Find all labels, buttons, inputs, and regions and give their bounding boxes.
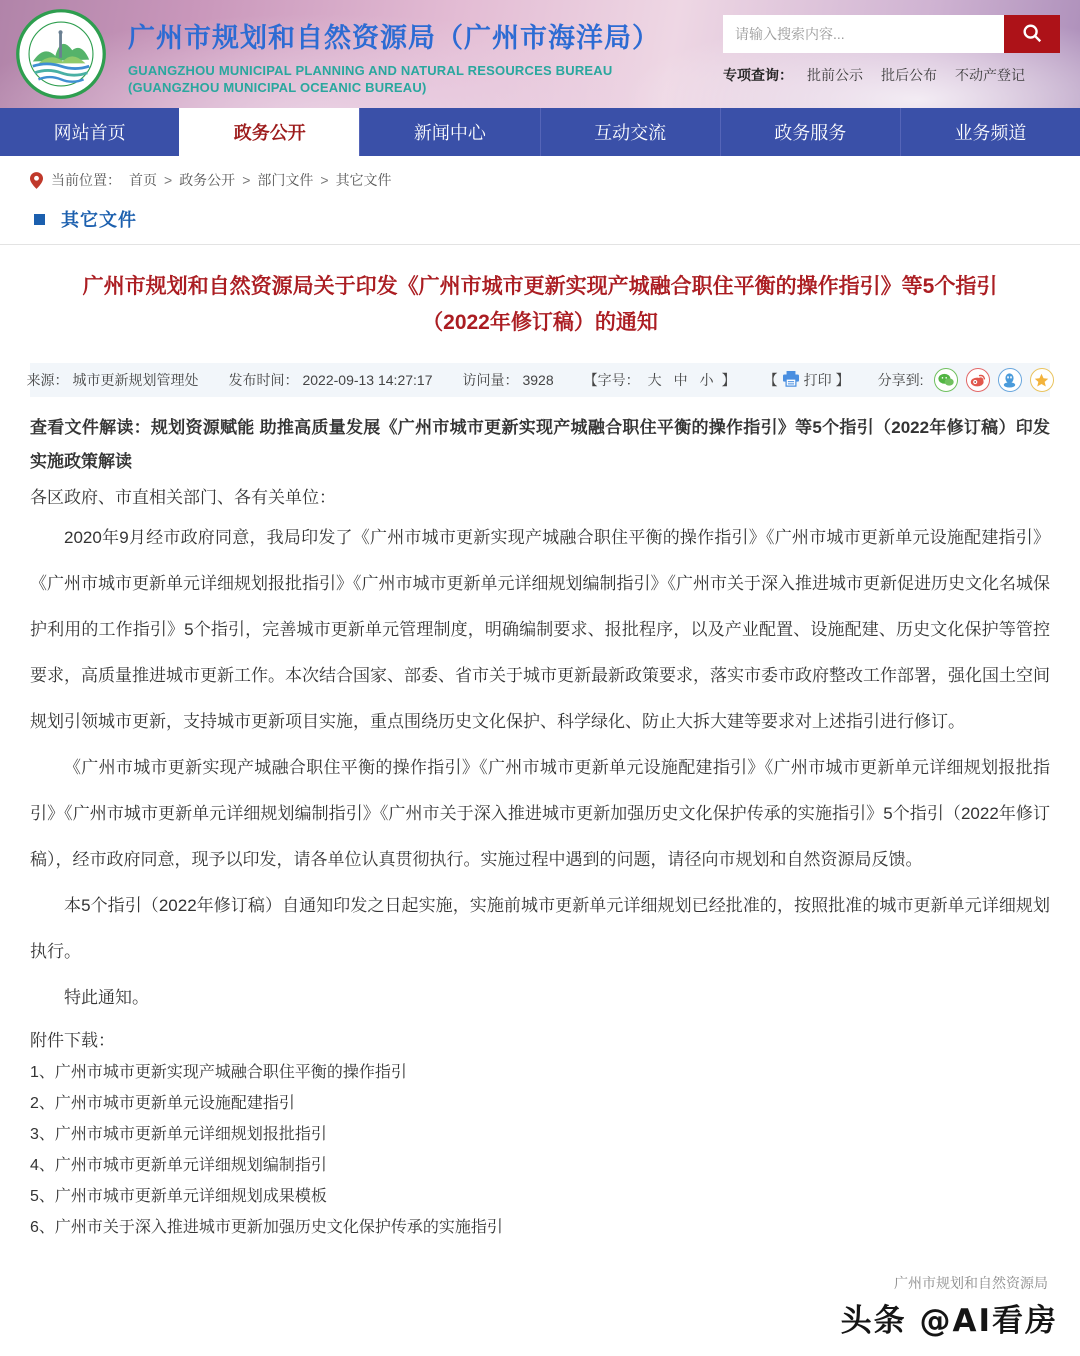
nav-item-business-channel[interactable]: 业务频道 — [900, 108, 1080, 156]
search-bar — [723, 15, 1060, 53]
nav-item-gov-disclosure[interactable]: 政务公开 — [179, 108, 359, 156]
favorite-star-icon[interactable] — [1030, 368, 1054, 392]
article — [0, 244, 1080, 1243]
special-query-label: 专项查询： — [723, 67, 793, 83]
location-pin-icon — [30, 172, 43, 189]
breadcrumb-home[interactable]: 首页 — [129, 172, 157, 188]
salutation: 各区政府、市直相关部门、各有关单位： — [30, 488, 336, 507]
site-title: 广州市规划和自然资源局（广州市海洋局） — [128, 23, 660, 53]
meta-source — [26, 370, 198, 390]
meta-visits-value: 3928 — [522, 372, 554, 388]
breadcrumb-gov-disclosure[interactable]: 政务公开 — [179, 172, 236, 188]
toutiao-watermark: 头条 @AI看房 — [840, 1303, 1058, 1339]
article-title: 广州市规划和自然资源局关于印发《广州市城市更新实现产城融合职住平衡的操作指引》等5个指引（2022年修订稿）的通知 — [82, 275, 998, 334]
font-size-large-button[interactable]: 大 — [647, 372, 662, 388]
attachments-label: 附件下载： — [30, 1031, 115, 1050]
square-bullet-icon — [34, 214, 45, 225]
meta-visits-label: 访问量： — [462, 372, 519, 388]
policy-interpretation-link[interactable]: 查看文件解读：规划资源赋能 助推高质量发展《广州市城市更新实现产城融合职住平衡的操作指引》等5个指引（2022年修订稿）印发实施政策解读 — [30, 418, 1050, 471]
bureau-logo — [14, 7, 108, 101]
print-close: 】 — [835, 372, 850, 388]
article-body — [30, 411, 1050, 1243]
font-size-control — [584, 370, 736, 390]
meta-visits — [462, 370, 553, 390]
paragraph-2: 《广州市城市更新实现产城融合职住平衡的操作指引》《广州市城市更新单元设施配建指引》《广州市城市更新单元详细规划报批指引》《广州市城市更新单元详细规划编制指引》《广州市关于深入推进城市更新加强历史文化保护传承的实施指引》5个指引（2022年修订稿），经市政府同意，现予以印发，请各单位认真贯彻执行。实施过程中遇到的问题，请径向市规划和自然资源局反馈。 — [30, 758, 1050, 869]
header-titles — [128, 16, 660, 95]
meta-source-value: 城市更新规划管理处 — [72, 372, 199, 388]
paragraph-1: 2020年9月经市政府同意，我局印发了《广州市城市更新实现产城融合职住平衡的操作指引》《广州市城市更新单元设施配建指引》《广州市城市更新单元详细规划报批指引》《广州市城市更新单元详细规划编制指引》《广州市关于深入推进城市更新促进历史文化名城保护利用的工作指引》5个指引，完善城市更新单元管理制度，明确编制要求、报批程序，以及产业配置、设施配建、历史文化保护等管控要求，高质量推进城市更新工作。本次结合国家、部委、省市关于城市更新最新政策要求，落实市委市政府整改工作部署，强化国土空间规划引领城市更新，支持城市更新项目实施，重点围绕历史文化保护、科学绿化、防止大拆大建等要求对上述指引进行修订。 — [30, 528, 1050, 731]
meta-time-label: 发布时间： — [228, 372, 299, 388]
font-size-medium-button[interactable]: 中 — [673, 372, 688, 388]
meta-time-value: 2022-09-13 14:27:17 — [302, 372, 433, 388]
search-input[interactable] — [723, 15, 1004, 53]
breadcrumb-separator: > — [320, 172, 329, 188]
attachment-link-1[interactable]: 1、广州市城市更新实现产城融合职住平衡的操作指引 — [30, 1064, 407, 1081]
attachment-link-3[interactable]: 3、广州市城市更新单元详细规划报批指引 — [30, 1126, 327, 1143]
print-open: 【 — [763, 372, 778, 388]
site-subtitle-en: GUANGZHOU MUNICIPAL PLANNING AND NATURAL RESOURCES BUREAU — [128, 63, 613, 78]
link-pre-approval-notice[interactable]: 批前公示 — [807, 67, 863, 83]
nav-item-home[interactable]: 网站首页 — [53, 123, 126, 143]
main-nav — [0, 108, 1080, 156]
paragraph-4: 特此通知。 — [64, 988, 149, 1007]
wechat-share-icon[interactable] — [934, 368, 958, 392]
search-button[interactable] — [1004, 15, 1060, 53]
section-header — [0, 198, 1080, 244]
font-size-open: 【字号： — [583, 372, 640, 388]
breadcrumb-dept-files[interactable]: 部门文件 — [257, 172, 314, 188]
meta-source-label: 来源： — [26, 372, 69, 388]
attachment-list — [30, 1057, 1050, 1243]
breadcrumb-separator: > — [242, 172, 251, 188]
nav-item-gov-services[interactable]: 政务服务 — [720, 108, 900, 156]
nav-item-interaction[interactable]: 互动交流 — [540, 108, 720, 156]
attachment-link-5[interactable]: 5、广州市城市更新单元详细规划成果模板 — [30, 1188, 327, 1205]
paragraph-3: 本5个指引（2022年修订稿）自通知印发之日起实施，实施前城市更新单元详细规划已经批准的，按照批准的城市更新单元详细规划执行。 — [30, 896, 1050, 961]
breadcrumb — [0, 156, 1080, 198]
print-control — [764, 370, 850, 390]
attachment-link-4[interactable]: 4、广州市城市更新单元详细规划编制指引 — [30, 1157, 327, 1174]
section-title: 其它文件 — [61, 210, 137, 230]
share-label: 分享到: — [877, 372, 924, 388]
attachment-link-6[interactable]: 6、广州市关于深入推进城市更新加强历史文化保护传承的实施指引 — [30, 1219, 503, 1236]
qq-share-icon[interactable] — [998, 368, 1022, 392]
breadcrumb-separator: > — [164, 172, 173, 188]
breadcrumb-other-files[interactable]: 其它文件 — [335, 172, 392, 188]
printer-icon — [782, 371, 800, 390]
link-real-estate-registration[interactable]: 不动产登记 — [955, 67, 1025, 83]
site-header — [0, 0, 1080, 108]
share-row — [878, 368, 1054, 392]
agency-signature: 广州市规划和自然资源局 — [894, 1275, 1048, 1291]
weibo-share-icon[interactable] — [966, 368, 990, 392]
print-button[interactable]: 打印 — [803, 372, 832, 388]
nav-item-news-center[interactable]: 新闻中心 — [359, 108, 539, 156]
link-post-approval-notice[interactable]: 批后公布 — [881, 67, 937, 83]
site-subtitle-en2: (GUANGZHOU MUNICIPAL OCEANIC BUREAU) — [128, 80, 427, 95]
font-size-close: 】 — [721, 372, 736, 388]
share-icons — [934, 368, 1054, 392]
meta-publish-time — [228, 370, 432, 390]
search-icon — [1021, 22, 1043, 47]
article-meta-bar — [26, 363, 1050, 397]
attachment-link-2[interactable]: 2、广州市城市更新单元设施配建指引 — [30, 1095, 295, 1112]
breadcrumb-label: 当前位置： — [51, 172, 121, 188]
font-size-small-button[interactable]: 小 — [699, 372, 714, 388]
special-query-row — [723, 65, 1043, 85]
